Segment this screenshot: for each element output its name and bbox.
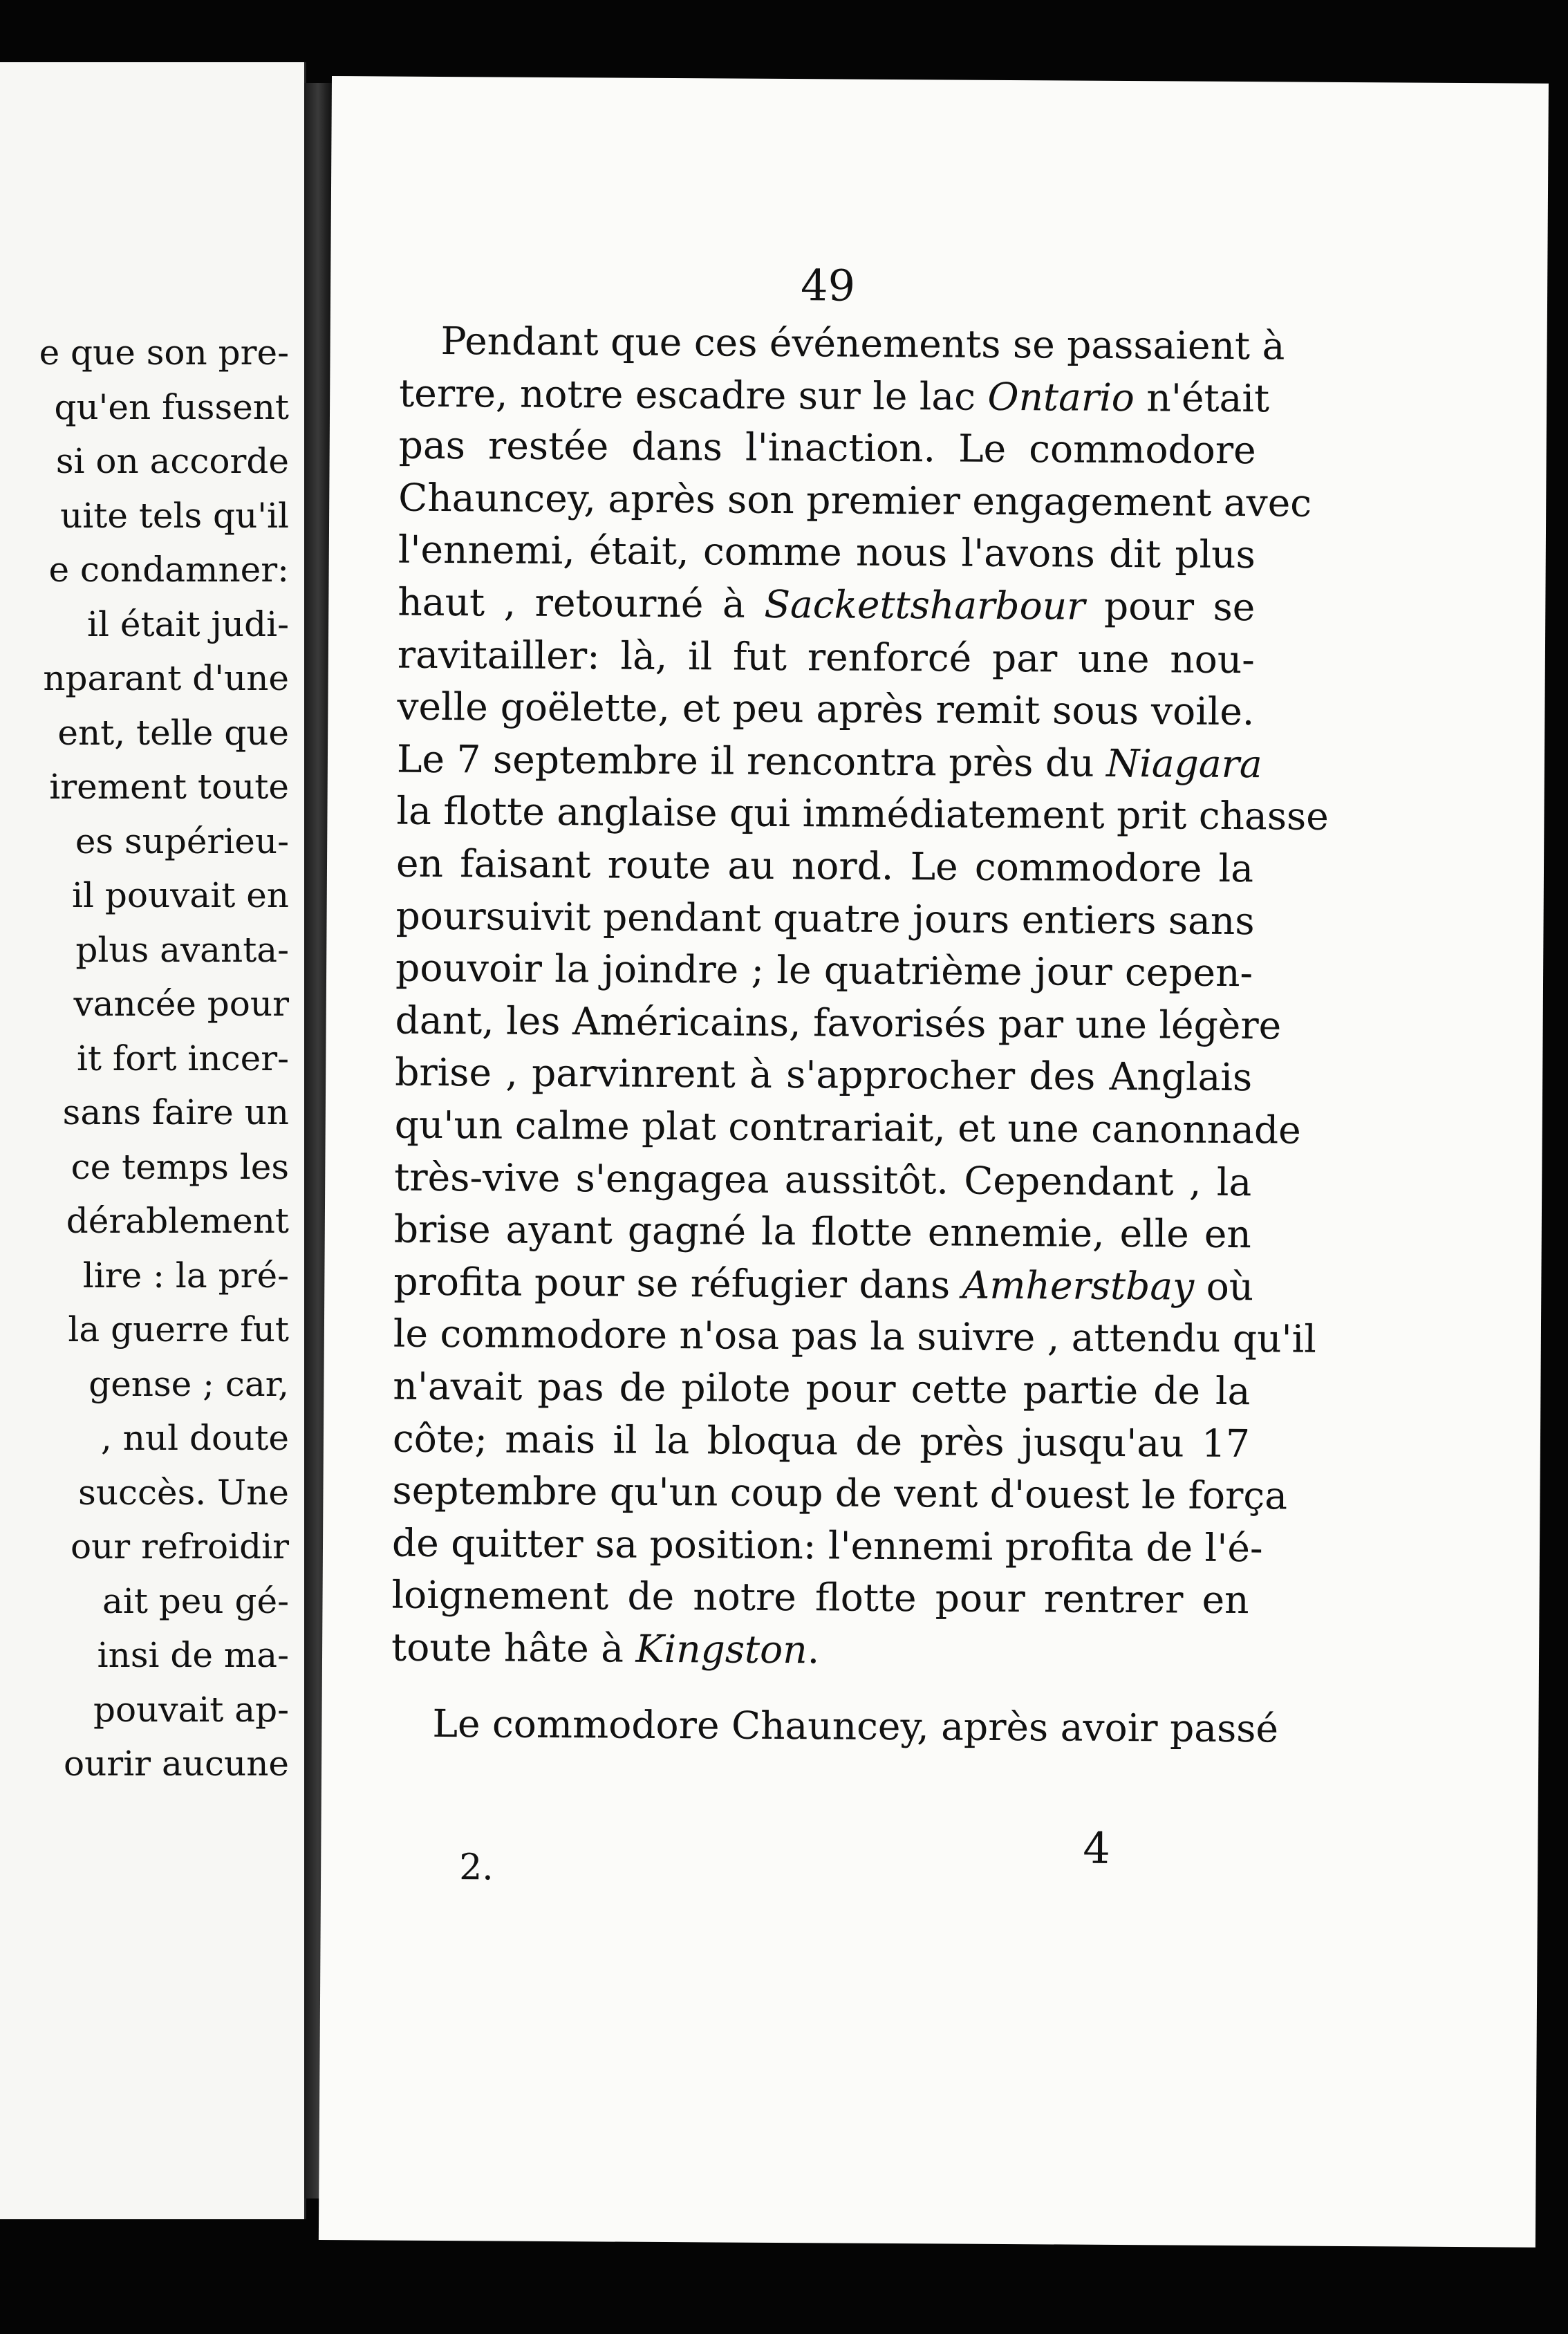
- body-line: [393, 1259, 1254, 1309]
- text-run: Le 7 septembre il rencontra près du: [396, 736, 1107, 785]
- left-page-line: vancée pour: [73, 984, 289, 1024]
- left-page-line: dérablement: [66, 1201, 289, 1241]
- italic-place-name: Ontario: [987, 374, 1135, 420]
- text-run: pas restée dans l'inaction. Le commodore: [398, 422, 1256, 473]
- body-line: [393, 1311, 1316, 1362]
- text-run: brise , parvinrent à s'approcher des Anglais: [395, 1049, 1253, 1100]
- left-page-line: ait peu gé-: [102, 1580, 289, 1621]
- italic-place-name: Niagara: [1105, 740, 1262, 787]
- body-line: [440, 318, 1285, 368]
- text-run: pouvoir la joindre ; le quatrième jour cepen-: [395, 945, 1253, 996]
- body-line: [396, 736, 1262, 787]
- left-page-line: gense ; car,: [88, 1363, 289, 1404]
- text-run: où: [1194, 1264, 1254, 1309]
- text-run: ravitailler: là, il fut renforcé par une nou-: [397, 632, 1256, 682]
- text-run: pour se: [1085, 584, 1256, 630]
- text-run: de quitter sa position: l'ennemi profita de l'é-: [391, 1520, 1263, 1571]
- body-line: [392, 1416, 1251, 1466]
- body-line: [398, 422, 1256, 473]
- body-line: [432, 1701, 1279, 1751]
- body-line: [391, 1625, 1249, 1672]
- body-line: [398, 475, 1312, 525]
- left-page-line: il pouvait en: [71, 875, 289, 915]
- text-run: Chauncey, après son premier engagement avec: [398, 475, 1312, 525]
- body-line: [399, 371, 1270, 420]
- italic-place-name: Amherstbay: [962, 1262, 1195, 1309]
- text-run: velle goëlette, et peu après remit sous voile.: [397, 684, 1255, 734]
- text-run: poursuivit pendant quatre jours entiers sans: [395, 893, 1255, 943]
- body-line: [395, 1049, 1253, 1100]
- left-page-line: succès. Une: [78, 1472, 289, 1513]
- body-line: [395, 841, 1254, 891]
- text-run: très-vive s'engagea aussitôt. Cependant , la: [394, 1155, 1252, 1204]
- left-page-line: e condamner:: [48, 550, 289, 590]
- scanner-background: [0, 2254, 1568, 2334]
- text-run: loignement de notre flotte pour rentrer en: [391, 1572, 1249, 1623]
- body-line: [391, 1520, 1263, 1571]
- left-page-line: , nul doute: [100, 1418, 289, 1458]
- body-line: [397, 684, 1255, 734]
- left-page-line: qu'en fussent: [54, 386, 289, 427]
- body-line: [392, 1468, 1288, 1518]
- signature-number: 4: [1083, 1822, 1111, 1874]
- text-run: dant, les Américains, favorisés par une légère: [395, 998, 1282, 1048]
- italic-place-name: Sackettsharbour: [764, 581, 1085, 628]
- left-page-line: irement toute: [49, 767, 289, 807]
- text-run: Le commodore Chauncey, après avoir passé: [432, 1701, 1279, 1751]
- left-page-line: plus avanta-: [75, 929, 289, 970]
- left-page-line: ce temps les: [71, 1146, 289, 1187]
- left-page-line: si on accorde: [55, 441, 289, 481]
- text-run: toute hâte à: [391, 1625, 636, 1671]
- text-run: Pendant que ces événements se passaient à: [440, 318, 1285, 368]
- left-page-line: nparant d'une: [43, 658, 289, 698]
- body-line: [395, 893, 1255, 943]
- body-line: [391, 1572, 1249, 1623]
- text-run: la flotte anglaise qui immédiatement prit chasse: [396, 788, 1329, 839]
- left-page-line: insi de ma-: [97, 1635, 289, 1675]
- body-line: [398, 527, 1256, 577]
- text-run: haut , retourné à: [398, 579, 765, 626]
- body-line: [393, 1206, 1251, 1257]
- body-line: [394, 1102, 1301, 1152]
- left-page-line: lire : la pré-: [82, 1255, 289, 1296]
- body-line: [396, 788, 1329, 839]
- text-run: profita pour se réfugier dans: [393, 1259, 962, 1307]
- italic-place-name: Kingston: [635, 1626, 808, 1672]
- text-run: brise ayant gagné la flotte ennemie, elle en: [393, 1206, 1251, 1257]
- text-run: l'ennemi, était, comme nous l'avons dit plus: [398, 527, 1256, 577]
- body-line: [398, 579, 1256, 630]
- text-run: le commodore n'osa pas la suivre , attendu qu'il: [393, 1311, 1316, 1362]
- text-run: côte; mais il la bloqua de près jusqu'au 17: [392, 1416, 1251, 1466]
- text-run: terre, notre escadre sur le lac: [399, 371, 988, 419]
- left-page-line: e que son pre-: [39, 333, 289, 373]
- left-page-line: il était judi-: [87, 604, 289, 644]
- text-run: en faisant route au nord. Le commodore la: [395, 841, 1254, 891]
- text-run: .: [807, 1627, 820, 1672]
- text-run: qu'un calme plat contrariait, et une canonnade: [394, 1102, 1301, 1152]
- text-run: n'avait pas de pilote pour cette partie de la: [393, 1363, 1251, 1414]
- body-line: [395, 945, 1253, 996]
- left-page-line: uite tels qu'il: [60, 495, 289, 536]
- left-page-line: sans faire un: [62, 1092, 289, 1132]
- page-number: 49: [800, 260, 856, 311]
- left-page-line: es supérieu-: [75, 821, 289, 861]
- left-page-line: our refroidir: [71, 1527, 289, 1567]
- left-page-line: pouvait ap-: [93, 1689, 289, 1730]
- right-page: [319, 76, 1549, 2248]
- body-line: [397, 632, 1256, 682]
- signature-mark: 2.: [458, 1847, 494, 1889]
- left-page-line: ourir aucune: [63, 1744, 289, 1784]
- body-line: [393, 1363, 1251, 1414]
- text-run: septembre qu'un coup de vent d'ouest le força: [392, 1468, 1288, 1518]
- body-line: [394, 1155, 1252, 1204]
- left-page: [0, 62, 306, 2219]
- left-page-line: ent, telle que: [57, 712, 289, 753]
- left-page-line: la guerre fut: [68, 1309, 289, 1350]
- left-page-line: it fort incer-: [76, 1038, 289, 1079]
- body-line: [395, 998, 1282, 1048]
- text-run: n'était: [1134, 375, 1270, 420]
